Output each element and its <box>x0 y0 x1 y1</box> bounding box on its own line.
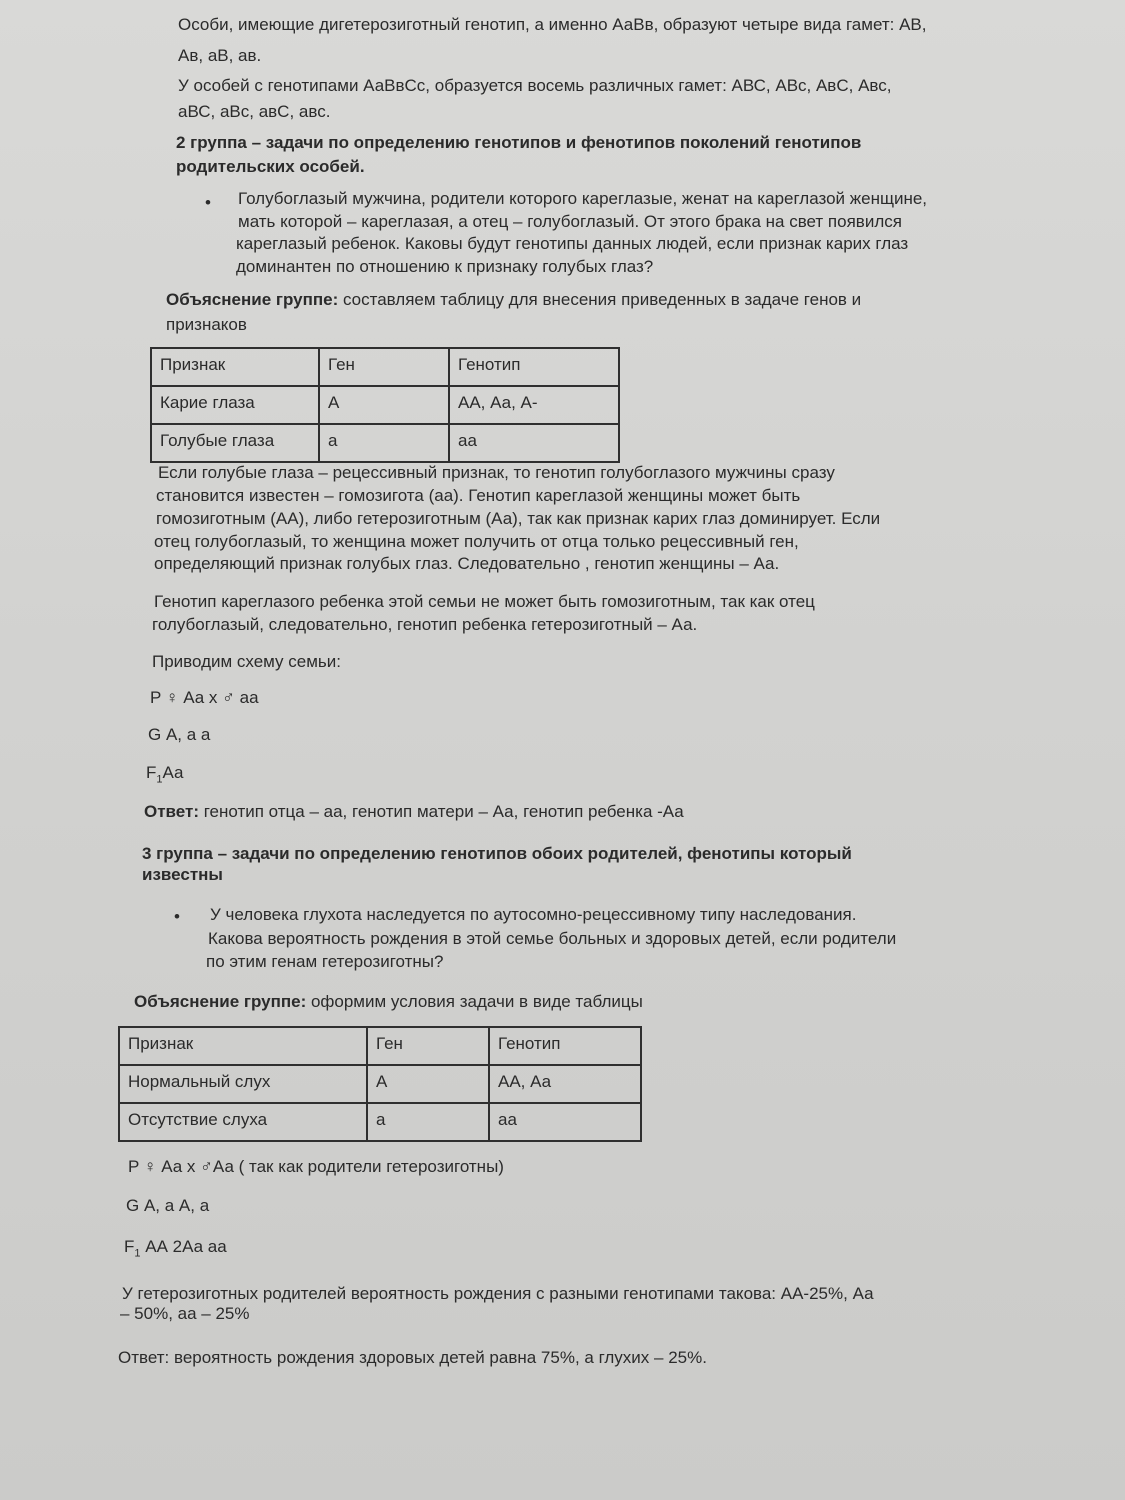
table-cell: АА, Аа <box>489 1065 641 1103</box>
group2-explanation-label: Объяснение группе: <box>166 290 339 309</box>
intro-line-1: Особи, имеющие дигетерозиготный генотип, а именно АаВв, образуют четыре вида гамет: АВ, <box>178 15 927 34</box>
table-cell: Нормальный слух <box>119 1065 367 1103</box>
group3-answer: Ответ: вероятность рождения здоровых детей равна 75%, а глухих – 25%. <box>118 1348 707 1367</box>
bullet-icon: • <box>174 907 180 926</box>
table-cell: А <box>319 386 449 424</box>
group2-answer-label: Ответ: <box>144 802 199 821</box>
table-header-cell: Признак <box>151 348 319 386</box>
offspring-f-subscript: 1 <box>134 1247 141 1260</box>
group2-heading-line-2: родительских особей. <box>176 157 365 176</box>
group2-para1-line-2: становится известен – гомозигота (аа). Генотип кареглазой женщины может быть <box>156 486 801 505</box>
intro-line-4: аВС, аВс, авС, авс. <box>178 102 331 121</box>
group2-answer-text: генотип отца – аа, генотип матери – Аа, генотип ребенка -Аа <box>199 802 684 821</box>
offspring-f-letter: F <box>124 1237 135 1256</box>
group3-heading-line-1: 3 группа – задачи по определению генотипов обоих родителей, фенотипы который <box>142 844 852 863</box>
table-cell: а <box>367 1103 489 1141</box>
group2-para2-line-2: голубоглазый, следовательно, генотип ребенка гетерозиготный – Аа. <box>152 615 698 634</box>
table-cell: а <box>319 424 449 462</box>
table-header-cell: Генотип <box>489 1027 641 1065</box>
offspring-f-value: Аа <box>162 763 184 782</box>
table-cell: АА, Аа, А- <box>449 386 619 424</box>
table-row <box>151 424 619 462</box>
group2-trait-table <box>150 347 620 463</box>
offspring-f-subscript: 1 <box>156 773 163 786</box>
group2-para1-line-4: отец голубоглазый, то женщина может получить от отца только рецессивный ген, <box>154 532 799 551</box>
group3-task-line-2: Какова вероятность рождения в этой семье больных и здоровых детей, если родители <box>208 929 897 948</box>
intro-line-3: У особей с генотипами АаВвСс, образуется восемь различных гамет: АВС, АВс, АвС, Авс, <box>178 76 892 95</box>
group3-scheme-gametes: G А, а А, а <box>126 1196 210 1215</box>
group2-task-line-4: доминантен по отношению к признаку голубых глаз? <box>236 257 654 276</box>
group3-heading-line-2: известны <box>142 865 223 884</box>
table-row <box>119 1103 641 1141</box>
intro-line-2: Ав, аВ, ав. <box>178 46 262 65</box>
table-cell: А <box>367 1065 489 1103</box>
group2-scheme-parents: P ♀ Аа х ♂ аа <box>150 688 259 707</box>
group3-task-line-3: по этим генам гетерозиготны? <box>206 952 444 971</box>
table-header-cell: Генотип <box>449 348 619 386</box>
table-header-cell: Ген <box>319 348 449 386</box>
table-header-cell: Признак <box>119 1027 367 1065</box>
table-row <box>151 386 619 424</box>
group2-para1-line-3: гомозиготным (АА), либо гетерозиготным (Аа), так как признак карих глаз доминирует. Если <box>156 509 881 528</box>
table-header-cell: Ген <box>367 1027 489 1065</box>
table-row <box>119 1027 641 1065</box>
group2-explanation-line-2: признаков <box>166 315 247 334</box>
table-cell: Голубые глаза <box>151 424 319 462</box>
group2-task-line-3: кареглазый ребенок. Каковы будут генотипы данных людей, если признак карих глаз <box>236 234 909 253</box>
group3-task-line-1: У человека глухота наследуется по аутосомно-рецессивному типу наследования. <box>210 905 857 924</box>
group2-answer <box>144 801 684 823</box>
group3-scheme-offspring <box>124 1236 227 1264</box>
table-row <box>151 348 619 386</box>
table-cell: Отсутствие слуха <box>119 1103 367 1141</box>
group3-probability-line-1: У гетерозиготных родителей вероятность рождения с разными генотипами такова: АА-25%, Аа <box>122 1284 874 1303</box>
group2-scheme-gametes: G А, а а <box>148 725 211 744</box>
group2-para1-line-5: определяющий признак голубых глаз. Следовательно , генотип женщины – Аа. <box>154 554 780 573</box>
table-cell: Карие глаза <box>151 386 319 424</box>
offspring-f-letter: F <box>146 763 157 782</box>
group2-scheme-title: Приводим схему семьи: <box>152 652 342 671</box>
group3-explanation-label: Объяснение группе: <box>134 992 307 1011</box>
table-cell: аа <box>449 424 619 462</box>
group3-explanation-text: оформим условия задачи в виде таблицы <box>306 992 643 1011</box>
group2-para1-line-1: Если голубые глаза – рецессивный признак, то генотип голубоглазого мужчины сразу <box>158 463 835 482</box>
group2-para2-line-1: Генотип кареглазого ребенка этой семьи не может быть гомозиготным, так как отец <box>154 592 815 611</box>
bullet-icon: • <box>205 193 211 212</box>
group3-explanation <box>134 991 643 1013</box>
group3-scheme-parents: P ♀ Аа х ♂Аа ( так как родители гетерозиготны) <box>128 1157 504 1176</box>
offspring-f-value: АА 2Аа аа <box>140 1237 227 1256</box>
group2-task-line-1: Голубоглазый мужчина, родители которого кареглазые, женат на кареглазой женщине, <box>238 189 928 208</box>
group3-probability-line-2: – 50%, аа – 25% <box>120 1304 250 1323</box>
group3-trait-table <box>118 1026 642 1142</box>
group2-scheme-offspring <box>146 762 184 790</box>
group2-explanation-line-1 <box>166 289 861 311</box>
group2-task-line-2: мать которой – кареглазая, а отец – голубоглазый. От этого брака на свет появился <box>238 212 902 231</box>
table-cell: аа <box>489 1103 641 1141</box>
table-row <box>119 1065 641 1103</box>
group2-explanation-text: составляем таблицу для внесения приведенных в задаче генов и <box>338 290 862 309</box>
group2-heading-line-1: 2 группа – задачи по определению генотипов и фенотипов поколений генотипов <box>176 133 862 152</box>
